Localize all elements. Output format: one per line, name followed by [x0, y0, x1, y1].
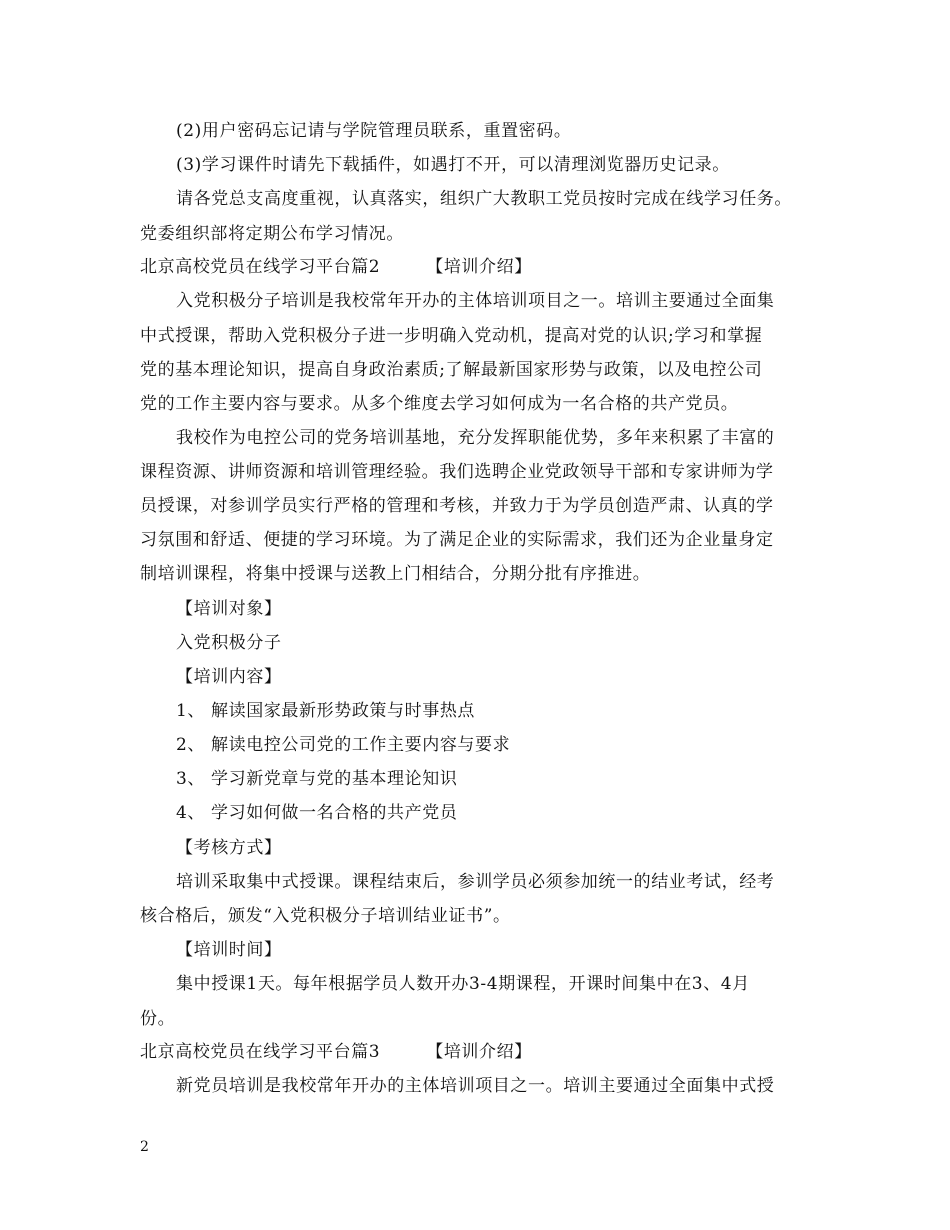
paragraph-line: 入党积极分子培训是我校常年开办的主体培训项目之一。培训主要通过全面集	[176, 291, 775, 311]
paragraph-line: 制培训课程，将集中授课与送教上门相结合，分期分批有序推进。	[140, 564, 651, 584]
paragraph-line: 入党积极分子	[176, 633, 282, 653]
paragraph-line: (3)学习课件时请先下载插件，如遇打不开，可以清理浏览器历史记录。	[176, 155, 730, 175]
paragraph-line: 培训采取集中式授课。课程结束后，参训学员必须参加统一的结业考试，经考	[176, 872, 775, 892]
section-heading-2	[140, 256, 820, 278]
list-item: 3、 学习新党章与党的基本理论知识	[176, 769, 458, 789]
list-item: 2、 解读电控公司党的工作主要内容与要求	[176, 735, 511, 755]
paragraph-line: 党委组织部将定期公布学习情况。	[140, 224, 404, 244]
paragraph-line: 新党员培训是我校常年开办的主体培训项目之一。培训主要通过全面集中式授	[176, 1076, 775, 1096]
paragraph-line: 中式授课，帮助入党积极分子进一步明确入党动机，提高对党的认识;学习和掌握	[140, 326, 763, 346]
bracket-heading: 【培训内容】	[176, 667, 282, 687]
paragraph-line: 集中授课1天。每年根据学员人数开办3-4期课程，开课时间集中在3、4月	[176, 974, 750, 994]
paragraph-line: 我校作为电控公司的党务培训基地，充分发挥职能优势，多年来积累了丰富的	[176, 428, 775, 448]
paragraph-line: 课程资源、讲师资源和培训管理经验。我们选聘企业党政领导干部和专家讲师为学	[140, 462, 774, 482]
bracket-heading: 【考核方式】	[176, 838, 282, 858]
section-title: 北京高校党员在线学习平台篇2	[140, 257, 381, 277]
paragraph-line: 党的工作主要内容与要求。从多个维度去学习如何成为一名合格的共产党员。	[140, 394, 739, 414]
section-heading-3	[140, 1041, 820, 1063]
section-tag: 【培训介绍】	[426, 1042, 532, 1062]
paragraph-line: 员授课，对参训学员实行严格的管理和考核，并致力于为学员创造严肃、认真的学	[140, 496, 774, 516]
page-number: 2	[140, 1139, 149, 1155]
paragraph-line: 核合格后，颁发“入党积极分子培训结业证书”。	[140, 906, 511, 926]
list-item: 4、 学习如何做一名合格的共产党员	[176, 803, 458, 823]
list-item: 1、 解读国家最新形势政策与时事热点	[176, 701, 476, 721]
section-title: 北京高校党员在线学习平台篇3	[140, 1042, 381, 1062]
bracket-heading: 【培训时间】	[176, 940, 282, 960]
paragraph-line: 请各党总支高度重视，认真落实，组织广大教职工党员按时完成在线学习任务。	[176, 189, 792, 209]
paragraph-line: 习氛围和舒适、便捷的学习环境。为了满足企业的实际需求，我们还为企业量身定	[140, 530, 774, 550]
section-tag: 【培训介绍】	[426, 257, 532, 277]
paragraph-line: (2)用户密码忘记请与学院管理员联系，重置密码。	[176, 121, 572, 141]
paragraph-line: 党的基本理论知识，提高自身政治素质;了解最新国家形势与政策，以及电控公司	[140, 360, 763, 380]
bracket-heading: 【培训对象】	[176, 599, 282, 619]
paragraph-line: 份。	[140, 1009, 176, 1029]
